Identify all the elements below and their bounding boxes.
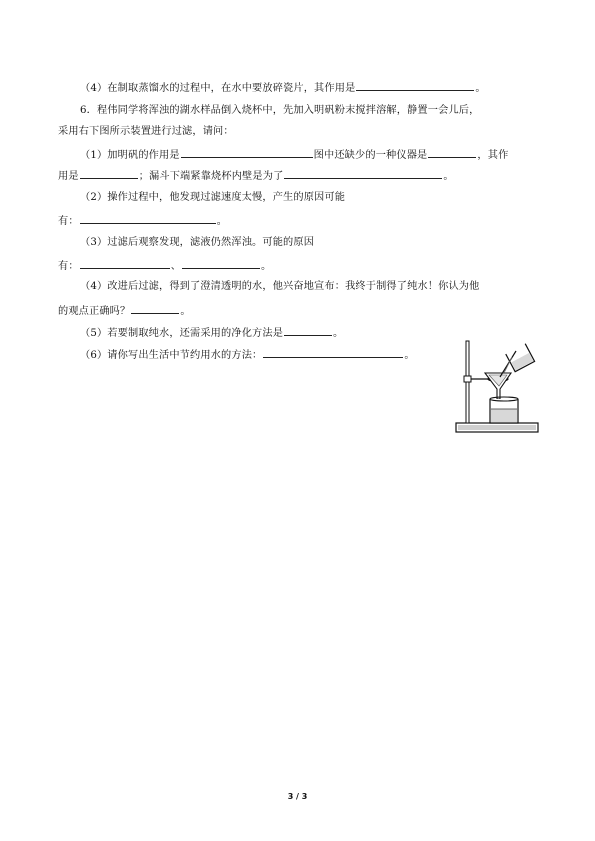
question-6-part3-line1: （3）过滤后观察发现，滤液仍然浑浊。可能的原因 — [80, 237, 315, 248]
answer-blank[interactable] — [284, 168, 442, 179]
question-6-part2-line1: （2）操作过程中，他发现过滤速度太慢，产生的原因可能 — [80, 192, 346, 203]
answer-blank[interactable] — [356, 80, 474, 91]
answer-blank[interactable] — [263, 347, 403, 358]
question-6-part1-line2: 用是 ；漏斗下端紧靠烧杯内壁是为了 。 — [58, 168, 539, 184]
page-number: 3 / 3 — [287, 792, 308, 801]
question-6-part4-line2: 的观点正确吗？ 。 — [58, 303, 539, 319]
answer-blank[interactable] — [80, 258, 170, 269]
question-6-intro-line2: 采用右下图所示装置进行过滤，请问： — [58, 126, 234, 137]
answer-blank[interactable] — [181, 147, 313, 158]
answer-blank[interactable] — [80, 168, 138, 179]
answer-blank[interactable] — [131, 303, 179, 314]
question-6-part6: （6）请你写出生活中节约用水的方法： 。 — [80, 347, 539, 363]
answer-blank[interactable] — [428, 147, 476, 158]
answer-blank[interactable] — [284, 325, 332, 336]
question-6-part5: （5）若要制取纯水，还需采用的净化方法是 。 — [80, 325, 539, 341]
question-6-part1-line1: （1）加明矾的作用是 图中还缺少的一种仪器是 ，其作 — [80, 147, 539, 163]
filtration-apparatus-illustration — [452, 337, 544, 437]
question-6-part2-line2: 有： 。 — [58, 213, 539, 229]
question-4-distill: （4）在制取蒸馏水的过程中，在水中要放碎瓷片，其作用是 。 — [80, 80, 539, 96]
answer-blank[interactable] — [182, 258, 260, 269]
question-6-part3-line2: 有： 、 。 — [58, 258, 539, 274]
answer-blank[interactable] — [80, 213, 216, 224]
question-6-intro-line1: 6．程伟同学将浑浊的湖水样品倒入烧杯中，先加入明矾粉末搅拌溶解，静置一会儿后， — [80, 105, 480, 116]
question-6-part4-line1: （4）改进后过滤，得到了澄清透明的水，他兴奋地宣布：我终于制得了纯水！你认为他 — [80, 281, 480, 292]
